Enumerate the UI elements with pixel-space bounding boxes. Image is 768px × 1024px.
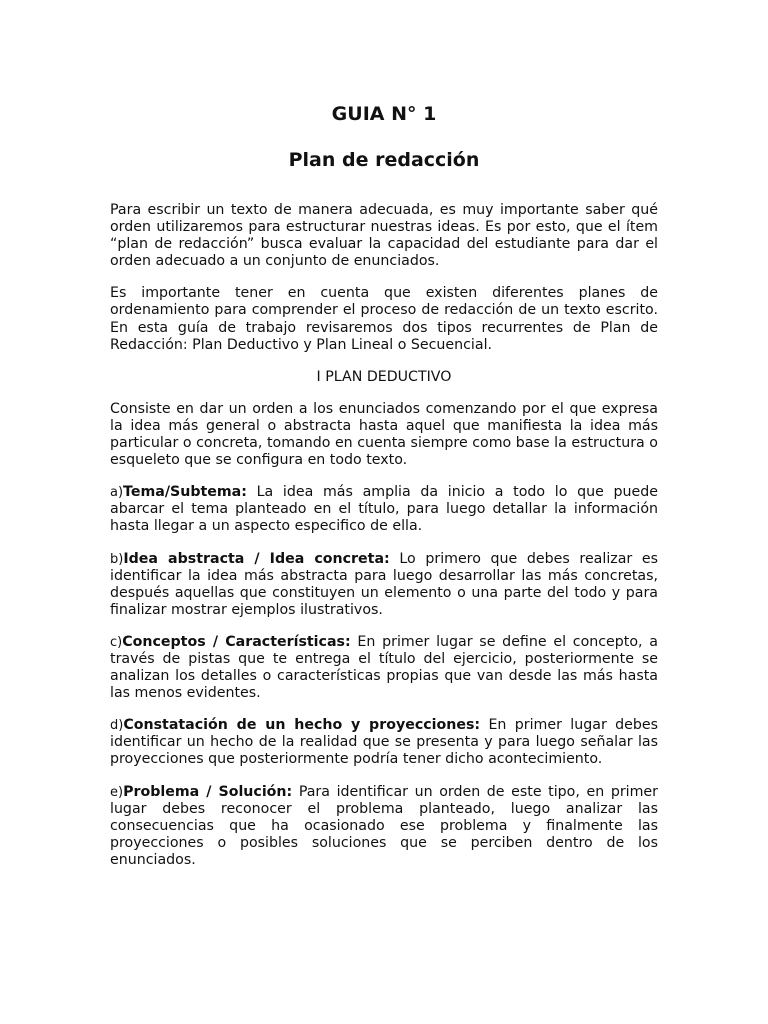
list-item — [110, 551, 658, 619]
item-text: En primer lugar se define el concepto, a través de pistas que te entrega el título del ejercicio, posteriormente se analizan los detalles o características propias que van desde las más hasta las menos evidentes. — [110, 633, 658, 702]
item-text: Lo primero que debes realizar es identificar la idea más abstracta para luego desarrollar las más concretas, después aquellas que constituyen un elemento o una parte del todo y para finalizar mostrar ejemplos ilustrativos. — [110, 550, 659, 618]
item-term: Tema/Subtema: — [123, 484, 247, 501]
item-marker: c) — [110, 634, 123, 650]
item-marker: e) — [110, 784, 124, 800]
item-term: Problema / Solución: — [123, 783, 293, 800]
item-text: En primer lugar debes identificar un hecho de la realidad que se presenta y para luego señalar las proyecciones que posteriormente podría tener dicho acontecimiento. — [110, 717, 659, 768]
section-intro-paragraph: Consiste en dar un orden a los enunciados comenzando por el que expresa la idea más general o abstracta hasta aquel que manifiesta la idea más particular o concreta, tomando en cuenta siempre como base la estructura o esqueleto que se configura en todo texto. — [110, 400, 658, 469]
item-term: Conceptos / Características: — [122, 633, 351, 650]
item-text: La idea más amplia da inicio a todo lo que puede abarcar el tema planteado en el título, para luego detallar la información hasta llegar a un aspecto especifico de ella. — [110, 484, 658, 535]
intro-paragraph: Es importante tener en cuenta que existen diferentes planes de ordenamiento para comprender el proceso de redacción de un texto escrito. En esta guía de trabajo revisaremos dos tipos recurrentes de Plan de Redacción: Plan Deductivo y Plan Lineal o Secuencial. — [110, 285, 658, 353]
section-heading: I PLAN DEDUCTIVO — [316, 368, 452, 385]
item-marker: b) — [110, 551, 124, 567]
list-item — [110, 634, 658, 702]
list-item — [110, 484, 658, 535]
list-item — [110, 717, 658, 768]
page-title: GUIA N° 1 — [331, 103, 437, 125]
item-term: Constatación de un hecho y proyecciones: — [123, 717, 481, 734]
item-term: Idea abstracta / Idea concreta: — [123, 550, 390, 567]
item-text: Para identificar un orden de este tipo, en primer lugar debes reconocer el problema planteado, luego analizar las consecuencias que ha ocasionado ese problema y finalmente las proyecciones o posibles soluciones que se perciben dentro de los enunciados. — [110, 783, 658, 868]
item-marker: a) — [110, 485, 124, 501]
page-subtitle: Plan de redacción — [288, 149, 480, 171]
list-item — [110, 784, 658, 869]
item-marker: d) — [110, 718, 124, 734]
intro-paragraph: Para escribir un texto de manera adecuada, es muy importante saber qué orden utilizaremos para estructurar nuestras ideas. Es por esto, que el ítem “plan de redacción” busca evaluar la capacidad del estudiante para dar el orden adecuado a un conjunto de enunciados. — [110, 202, 658, 270]
